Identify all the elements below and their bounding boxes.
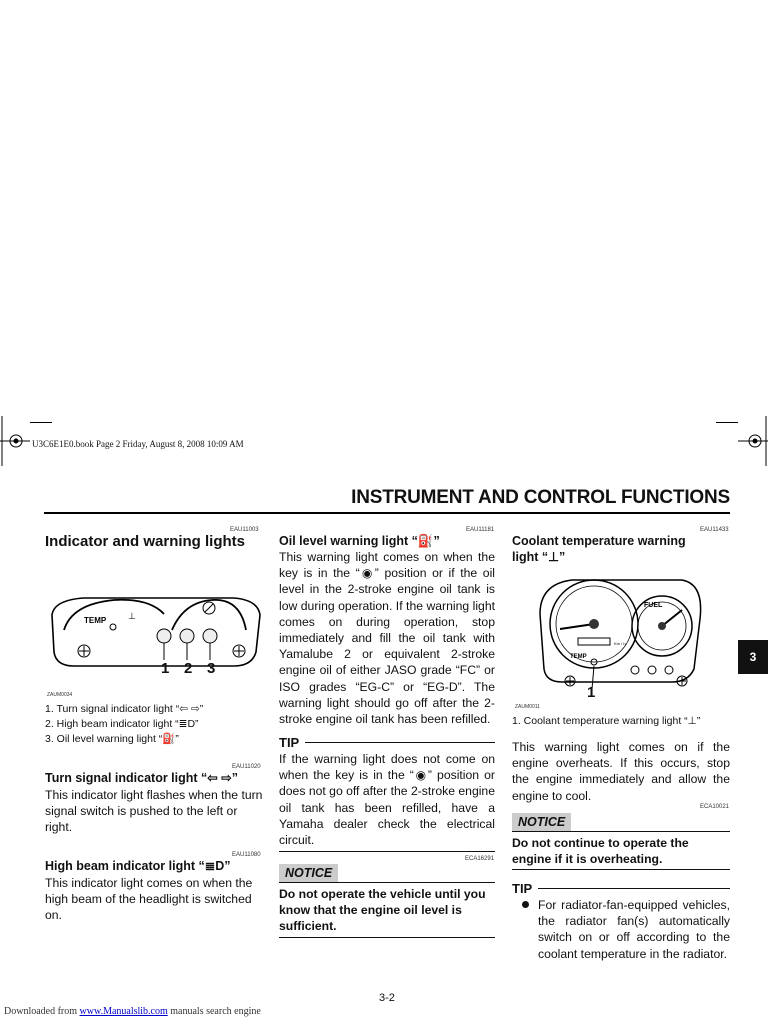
figure-indicator-panel bbox=[44, 590, 266, 690]
caption-coolant: 1. Coolant temperature warning light “⊥” bbox=[512, 715, 701, 727]
temp-label-2: TEMP bbox=[570, 654, 587, 660]
caption-list bbox=[45, 702, 267, 747]
heading-oil-level: Oil level warning light “⛽” bbox=[279, 534, 440, 548]
figure-code-zaum0011: ZAUM0011 bbox=[515, 704, 540, 710]
notice-text-coolant: Do not continue to operate the engine if it is overheating. bbox=[512, 836, 689, 867]
figure-label-3: 3 bbox=[207, 660, 216, 677]
code-eau11020: EAU11020 bbox=[232, 764, 261, 770]
notice-label-coolant: NOTICE bbox=[512, 813, 571, 831]
book-line: U3C6E1E0.book Page 2 Friday, August 8, 2008 10:09 AM bbox=[32, 439, 244, 449]
crop-line-top bbox=[30, 422, 52, 423]
figure-meter-panel bbox=[532, 574, 707, 701]
notice-rule-oil bbox=[279, 882, 495, 883]
chapter-tab-label: 3 bbox=[749, 650, 757, 664]
manualslib-link[interactable]: www.Manualslib.com bbox=[79, 1006, 168, 1017]
crop-mark-left bbox=[0, 416, 30, 466]
heading-turn-signal: Turn signal indicator light “⇦ ⇨” bbox=[45, 771, 238, 785]
figure-code-zaum0034: ZAUM0034 bbox=[47, 692, 73, 698]
heading-indicator-lights: Indicator and warning lights bbox=[45, 533, 246, 550]
notice-end-rule-oil bbox=[279, 937, 495, 938]
footer-prefix: Downloaded from bbox=[4, 1006, 78, 1017]
svg-text:⊥: ⊥ bbox=[128, 611, 136, 621]
crop-mark-right bbox=[738, 416, 768, 466]
crop-line-top-right bbox=[716, 422, 738, 423]
temp-label: TEMP bbox=[84, 616, 107, 625]
tip-bullet bbox=[522, 901, 529, 908]
code-eca16291: ECA16291 bbox=[465, 856, 495, 862]
figure-label-1: 1 bbox=[161, 660, 170, 677]
code-eau11181: EAU11181 bbox=[466, 527, 495, 533]
title-rule bbox=[44, 512, 730, 514]
heading-coolant: Coolant temperature warning light “⊥” bbox=[512, 534, 686, 564]
figure-label-2: 2 bbox=[184, 660, 193, 677]
tip-header-oil bbox=[279, 735, 495, 750]
code-eau11080: EAU11080 bbox=[232, 852, 261, 858]
download-footer bbox=[4, 1006, 261, 1017]
footer-suffix: manuals search engine bbox=[170, 1006, 261, 1017]
page-number: 3-2 bbox=[379, 992, 395, 1004]
tip-end-rule-oil bbox=[279, 851, 495, 852]
chapter-tab bbox=[738, 640, 768, 674]
caption-item-3: 3. Oil level warning light “⛽” bbox=[45, 733, 179, 745]
tip-header-coolant bbox=[512, 881, 730, 896]
notice-rule-coolant bbox=[512, 831, 730, 832]
code-eca10021: ECA10021 bbox=[700, 804, 730, 810]
tip-label-coolant: TIP bbox=[512, 881, 533, 896]
unit-label: Km / h bbox=[614, 641, 626, 646]
text-oil-level: This warning light comes on when the key is in the “◉” position or if the oil level in the 2-stroke engine oil tank is low during operation. If the warning light comes on during operation, stop immediately and fill the oil tank with Yamalube 2 or equivalent 2-stroke engine oil of either JASO grade “FC” or ISO grades “EG-C” or “EG-D”. The warning light should go off after the 2-stroke engine oil tank has been refilled. bbox=[279, 550, 495, 727]
heading-high-beam: High beam indicator light “≣D” bbox=[45, 859, 231, 873]
tip-text-coolant: For radiator-fan-equipped vehicles, the radiator fan(s) automatically switch on or off according to the coolant temperature in the radiator. bbox=[538, 898, 730, 961]
caption-item-2: 2. High beam indicator light “≣D” bbox=[45, 718, 199, 730]
caption-item-1: 1. Turn signal indicator light “⇦ ⇨” bbox=[45, 703, 204, 715]
code-eau11003: EAU11003 bbox=[230, 527, 259, 533]
text-high-beam: This indicator light comes on when the high beam of the headlight is switched on. bbox=[45, 876, 253, 923]
fuel-label: FUEL bbox=[644, 602, 663, 609]
tip-text-oil: If the warning light does not come on when the key is in the “◉” position or does not go off after the 2-stroke engine oil tank has been refilled, have a Yamaha dealer check the electrical circuit. bbox=[279, 752, 495, 848]
section-title: INSTRUMENT AND CONTROL FUNCTIONS bbox=[351, 487, 730, 508]
notice-end-rule-coolant bbox=[512, 869, 730, 870]
text-coolant: This warning light comes on if the engine overheats. If this occurs, stop the engine immediately and allow the engine to cool. bbox=[512, 740, 730, 803]
notice-text-oil: Do not operate the vehicle until you know that the engine oil level is sufficient. bbox=[279, 887, 486, 934]
notice-label-oil: NOTICE bbox=[279, 864, 338, 882]
code-eau11433: EAU11433 bbox=[700, 527, 729, 533]
figure-label-coolant: 1 bbox=[587, 684, 596, 701]
tip-label-oil: TIP bbox=[279, 735, 300, 750]
text-turn-signal: This indicator light flashes when the turn signal switch is pushed to the left or right. bbox=[45, 788, 263, 835]
